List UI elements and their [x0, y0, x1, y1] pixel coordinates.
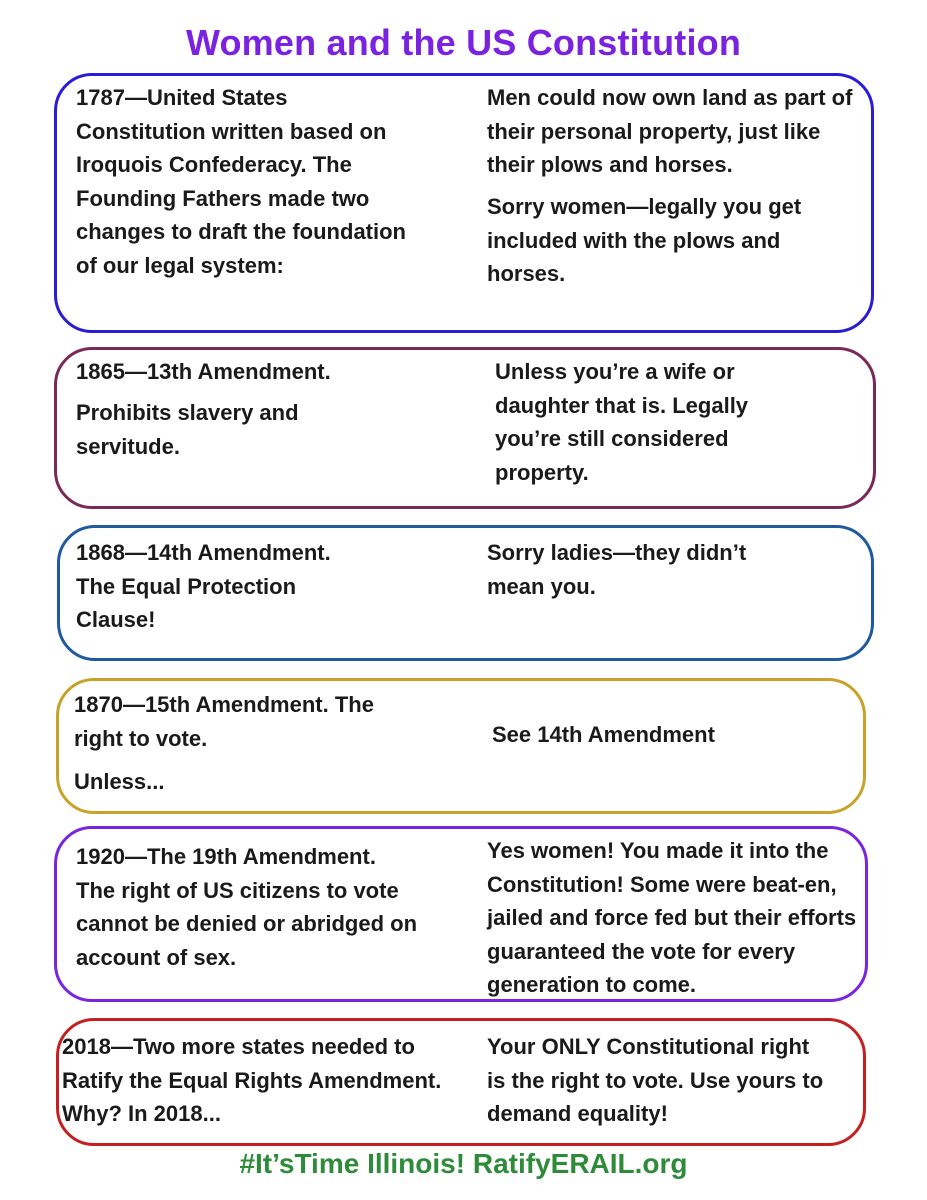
card-1920-left-text: 1920—The 19th Amendment. The right of US citizens to vote cannot be denied or abridged on account of sex. [76, 844, 418, 970]
page-title: Women and the US Constitution [185, 22, 742, 63]
card-1865-left-title: 1865—13th Amendment. [76, 359, 331, 384]
card-1870-right-text: See 14th Amendment [492, 722, 715, 747]
card-2018-left-text: 2018—Two more states needed to Ratify the Equal Rights Amendment. Why? In 2018... [62, 1034, 442, 1126]
card-1787-right-text-1: Men could now own land as part of their personal property, just like their plows and horses. [487, 85, 853, 177]
card-1868-right-text: Sorry ladies—they didn’t mean you. [487, 540, 747, 599]
card-1870-left-text: 1870—15th Amendment. The right to vote. [74, 692, 374, 751]
card-1865-left-text: Prohibits slavery and servitude. [76, 400, 299, 459]
card-1870-left-unless: Unless... [74, 769, 165, 794]
card-1787-left-text: 1787—United States Constitution written based on Iroquois Confederacy. The Founding Fathers made two changes to draft the foundation of our legal system: [76, 85, 406, 278]
footer-hashtag-link: #It’sTime Illinois! RatifyERAIL.org [239, 1148, 688, 1179]
card-1868-left-text: 1868—14th Amendment. The Equal Protection Clause! [76, 540, 331, 632]
card-1865-right-text: Unless you’re a wife or daughter that is. Legally you’re still considered property. [495, 359, 749, 485]
card-1787-right-text-2: Sorry women—legally you get included with the plows and horses. [487, 194, 802, 286]
card-2018-right-text: Your ONLY Constitutional right is the right to vote. Use yours to demand equality! [487, 1034, 824, 1126]
card-1920-right-text: Yes women! You made it into the Constitution! Some were beat-en, jailed and force fed but their efforts guaranteed the vote for every generation to come. [487, 838, 857, 997]
